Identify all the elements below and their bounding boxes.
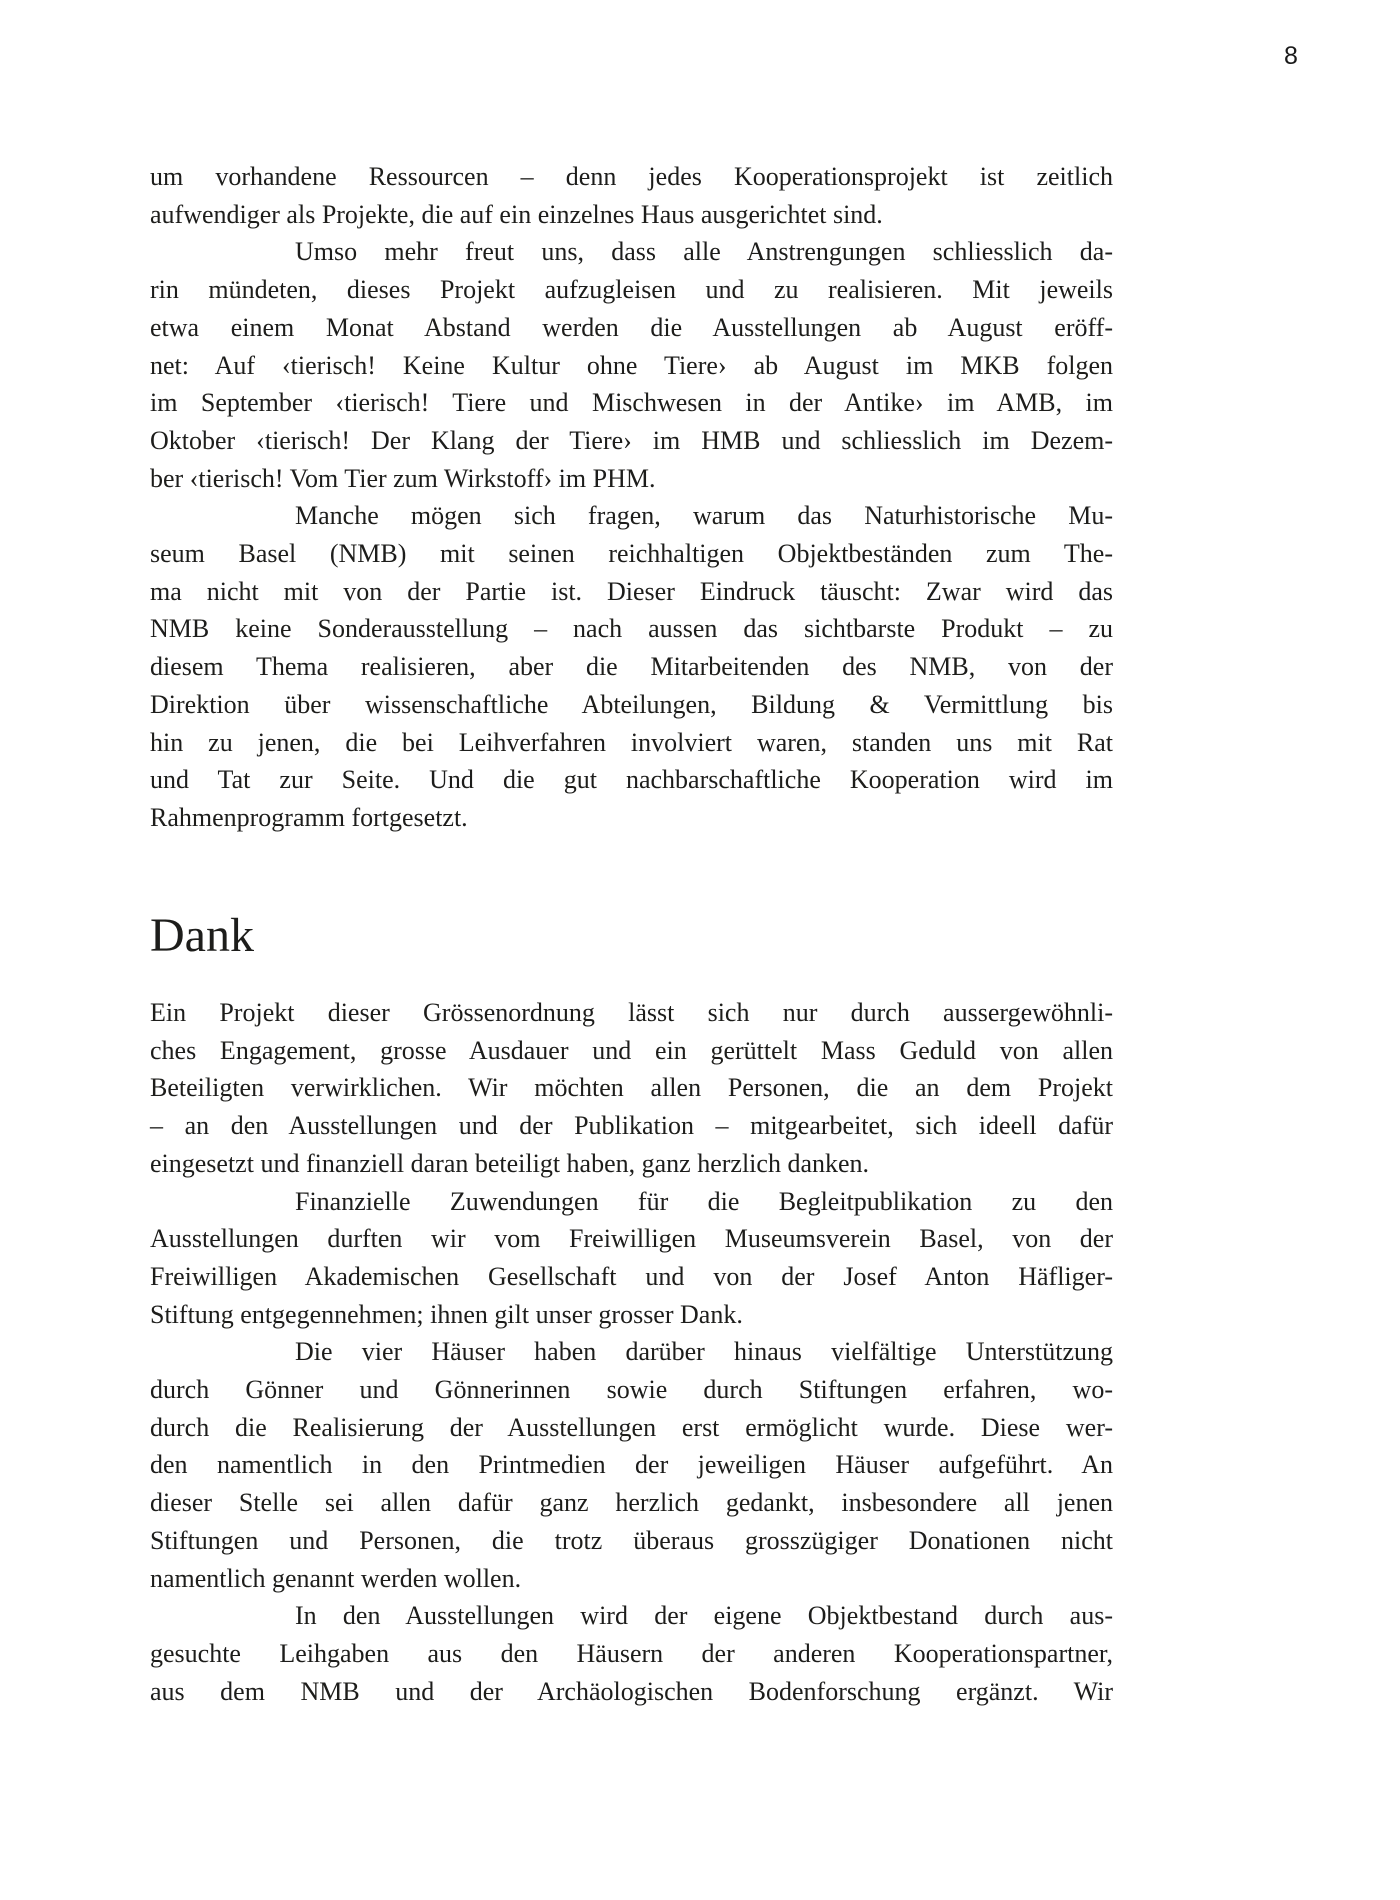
text-line: Finanzielle Zuwendungen für die Begleitpublikation zu den (295, 1186, 1113, 1216)
text-line: In den Ausstellungen wird der eigene Objektbestand durch aus- (295, 1601, 1113, 1631)
text-line: Ausstellungen durften wir vom Freiwilligen Museumsverein Basel, von der (150, 1224, 1113, 1254)
text-line: aufwendiger als Projekte, die auf ein einzelnes Haus ausgerichtet sind. (150, 199, 883, 229)
text-line: hin zu jenen, die bei Leihverfahren involviert waren, standen uns mit Rat (150, 727, 1113, 757)
text-line: diesem Thema realisieren, aber die Mitarbeitenden des NMB, von der (150, 652, 1113, 682)
page-number: 8 (1284, 42, 1298, 70)
text-line: Freiwilligen Akademischen Gesellschaft und von der Josef Anton Häfliger- (150, 1261, 1113, 1291)
text-line: NMB keine Sonderausstellung – nach aussen das sichtbarste Produkt – zu (150, 614, 1113, 644)
text-line: durch die Realisierung der Ausstellungen erst ermöglicht wurde. Diese wer- (150, 1412, 1113, 1442)
text-line: namentlich genannt werden wollen. (150, 1563, 522, 1593)
text-line: den namentlich in den Printmedien der jeweiligen Häuser aufgeführt. An (150, 1450, 1113, 1480)
text-line: Oktober ‹tierisch! Der Klang der Tiere› im HMB und schliesslich im Dezem- (150, 425, 1113, 455)
text-line: etwa einem Monat Abstand werden die Ausstellungen ab August eröff- (150, 312, 1113, 342)
text-line: ber ‹tierisch! Vom Tier zum Wirkstoff› im PHM. (150, 463, 656, 493)
text-line: dieser Stelle sei allen dafür ganz herzlich gedankt, insbesondere all jenen (150, 1488, 1113, 1518)
text-line: net: Auf ‹tierisch! Keine Kultur ohne Tiere› ab August im MKB folgen (150, 350, 1113, 380)
intro-text-block (150, 158, 1113, 837)
text-line: im September ‹tierisch! Tiere und Mischwesen in der Antike› im AMB, im (150, 388, 1113, 418)
text-line: – an den Ausstellungen und der Publikation – mitgearbeitet, sich ideell dafür (150, 1111, 1113, 1141)
text-line: Umso mehr freut uns, dass alle Anstrengungen schliesslich da- (295, 237, 1113, 267)
text-line: Ein Projekt dieser Grössenordnung lässt sich nur durch aussergewöhnli- (150, 998, 1113, 1027)
text-line: ches Engagement, grosse Ausdauer und ein gerüttelt Mass Geduld von allen (150, 1035, 1113, 1065)
text-line: aus dem NMB und der Archäologischen Bodenforschung ergänzt. Wir (150, 1676, 1113, 1706)
text-line: Beteiligten verwirklichen. Wir möchten allen Personen, die an dem Projekt (150, 1073, 1113, 1103)
text-line: gesuchte Leihgaben aus den Häusern der anderen Kooperationspartner, (150, 1638, 1113, 1668)
text-line: und Tat zur Seite. Und die gut nachbarschaftliche Kooperation wird im (150, 765, 1113, 795)
text-line: Die vier Häuser haben darüber hinaus vielfältige Unterstützung (295, 1337, 1113, 1367)
text-line: um vorhandene Ressourcen – denn jedes Kooperationsprojekt ist zeitlich (150, 162, 1113, 191)
dank-text-block (150, 994, 1113, 1710)
text-line: ma nicht mit von der Partie ist. Dieser Eindruck täuscht: Zwar wird das (150, 576, 1113, 606)
text-line: Direktion über wissenschaftliche Abteilungen, Bildung & Vermittlung bis (150, 689, 1113, 719)
text-line: Rahmenprogramm fortgesetzt. (150, 802, 468, 832)
text-line: seum Basel (NMB) mit seinen reichhaltigen Objektbeständen zum The- (150, 539, 1113, 569)
text-line: Manche mögen sich fragen, warum das Naturhistorische Mu- (295, 501, 1113, 531)
text-line: rin mündeten, dieses Projekt aufzugleisen und zu realisieren. Mit jeweils (150, 275, 1113, 305)
text-line: durch Gönner und Gönnerinnen sowie durch Stiftungen erfahren, wo- (150, 1375, 1113, 1405)
text-line: eingesetzt und finanziell daran beteiligt haben, ganz herzlich danken. (150, 1148, 870, 1178)
text-line: Stiftung entgegennehmen; ihnen gilt unser grosser Dank. (150, 1299, 743, 1329)
section-heading-dank: Dank (150, 909, 254, 962)
text-line: Stiftungen und Personen, die trotz überaus grosszügiger Donationen nicht (150, 1525, 1113, 1555)
